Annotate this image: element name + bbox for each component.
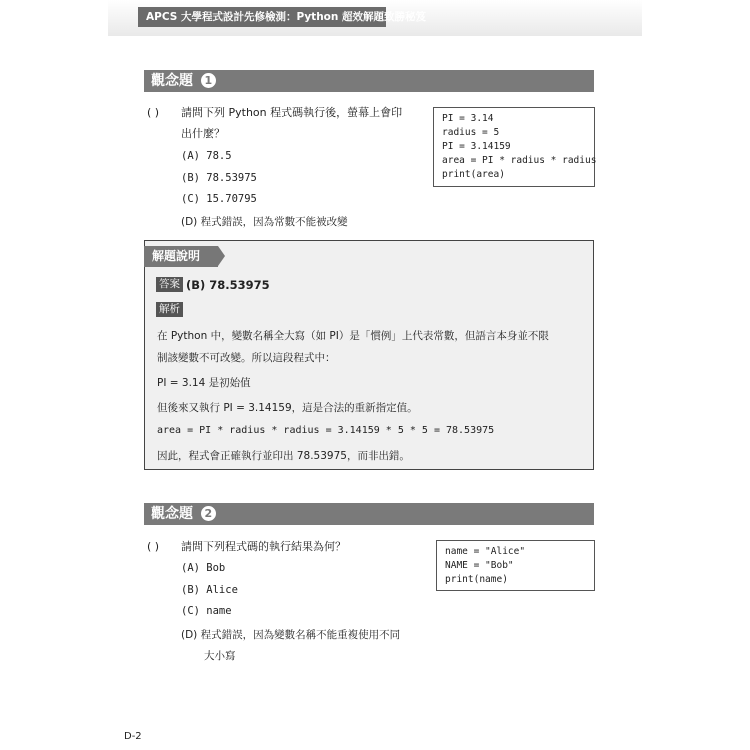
section-1-title: 觀念題: [151, 73, 193, 89]
question-2-option-d-cont: 大小寫: [204, 650, 236, 662]
explanation-line: 制該變數不可改變。所以這段程式中：: [157, 352, 336, 364]
code-line: print(area): [442, 169, 505, 180]
section-2-title: 觀念題: [151, 506, 193, 522]
question-1-option-b: (B) 78.53975: [181, 172, 257, 184]
question-1-line2: 出什麼？: [181, 127, 225, 140]
code-line: PI = 3.14: [442, 113, 494, 124]
answer-blank-2: ( ): [147, 540, 160, 553]
question-1-line1: 請問下列 Python 程式碼執行後，螢幕上會印: [181, 106, 403, 119]
section-2-number: 2: [201, 506, 216, 521]
page-number: D-2: [124, 731, 142, 742]
code-line: radius = 5: [442, 127, 500, 138]
section-1-number: 1: [201, 73, 216, 88]
code-line: NAME = "Bob": [445, 560, 514, 571]
answer-label: 答案: [156, 277, 183, 292]
question-1-option-a: (A) 78.5: [181, 150, 232, 162]
answer-value: (B) 78.53975: [186, 278, 270, 292]
question-1-option-c: (C) 15.70795: [181, 193, 257, 205]
question-2-option-d: (D) 程式錯誤，因為變數名稱不能重複使用不同: [181, 629, 401, 641]
question-2-option-a: (A) Bob: [181, 562, 226, 574]
question-1-code-box: [433, 107, 595, 187]
analysis-label: 解析: [156, 302, 183, 317]
explanation-line: PI = 3.14 是初始值: [157, 377, 251, 389]
question-2-option-b: (B) Alice: [181, 584, 238, 596]
explanation-line: 但後來又執行 PI = 3.14159，這是合法的重新指定值。: [157, 402, 418, 414]
question-2-code-box: [436, 540, 595, 591]
explanation-tab: 解題說明: [144, 246, 218, 267]
question-2-option-c: (C) name: [181, 605, 232, 617]
question-1-option-d: (D) 程式錯誤，因為常數不能被改變: [181, 216, 348, 228]
explanation-line: 在 Python 中，變數名稱全大寫（如 PI）是「慣例」上代表常數，但語言本身並不限: [157, 330, 549, 342]
book-title: APCS 大學程式設計先修檢測：Python 超效解題致勝秘笈: [138, 7, 386, 27]
section-2-title-bar: [144, 503, 594, 525]
section-1-title-bar: [144, 70, 594, 92]
question-2-text: 請問下列程式碼的執行結果為何？: [181, 540, 346, 553]
explanation-line: 因此，程式會正確執行並印出 78.53975，而非出錯。: [157, 450, 410, 462]
answer-blank-1: ( ): [147, 106, 160, 119]
code-line: name = "Alice": [445, 546, 526, 557]
explanation-line: area = PI * radius * radius = 3.14159 * 5 * 5 = 78.53975: [157, 425, 495, 436]
code-line: print(name): [445, 574, 508, 585]
code-line: area = PI * radius * radius: [442, 155, 597, 166]
code-line: PI = 3.14159: [442, 141, 511, 152]
